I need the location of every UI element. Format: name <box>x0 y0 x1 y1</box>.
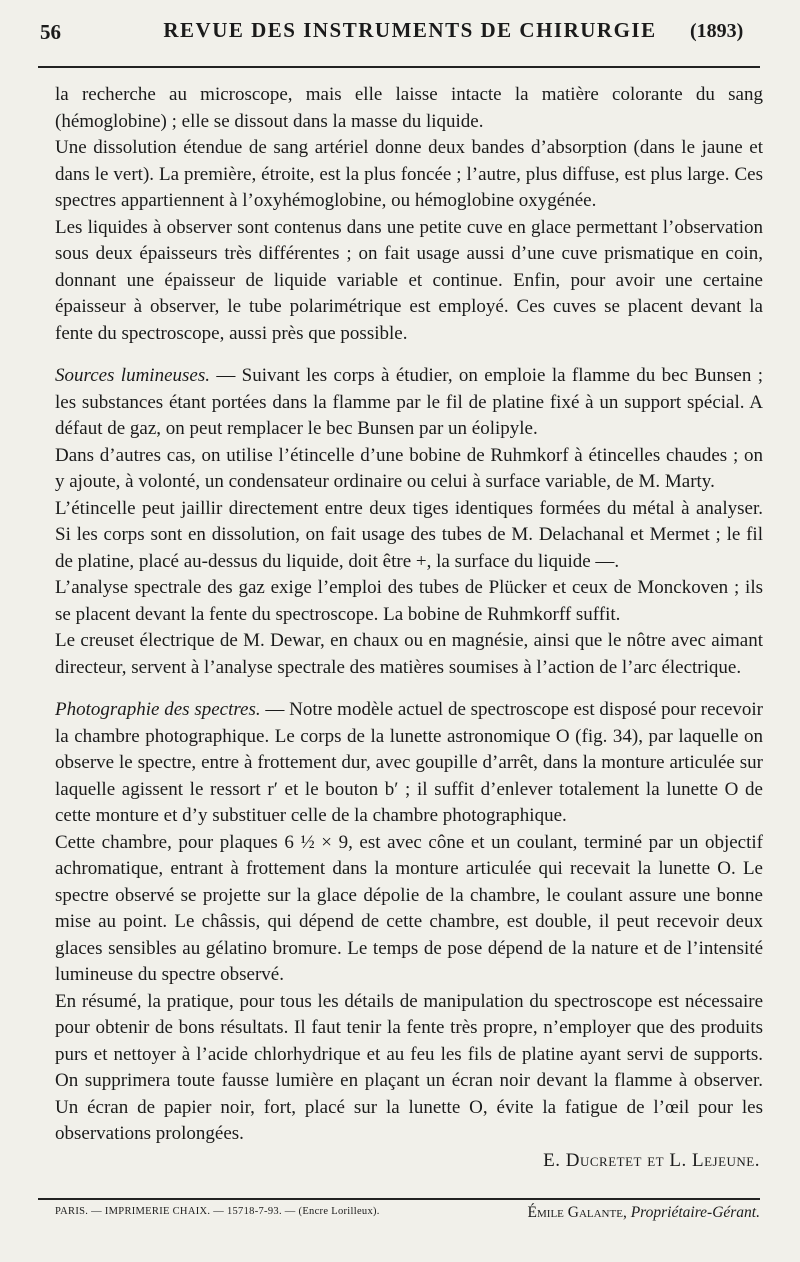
article-body <box>55 82 763 1148</box>
publication-year: (1893) <box>690 20 744 42</box>
paragraph-gap <box>55 681 763 697</box>
page-number: 56 <box>40 20 61 44</box>
section-text: — Notre modèle actuel de spectroscope est disposé pour recevoir la chambre photographique. Le corps de la lunette astronomique O (fig. 34), par laquelle on observe le spectre, entre à frottement dur, avec goupille d’arrêt, dans la monture articulée sur laquelle agissent le ressort r′ et le bouton b′ ; il suffit d’enlever totalement la lunette O de cette monture et d’y substituer celle de la chambre photographique. <box>55 699 763 826</box>
paragraph: Le creuset électrique de M. Dewar, en chaux ou en magnésie, ainsi que le nôtre avec aimant directeur, servent à l’analyse spectrale des matières soumises à l’action de l’arc électrique. <box>55 630 763 678</box>
publisher-credit <box>480 1204 760 1222</box>
section-paragraph-sources <box>55 363 763 443</box>
paragraph: L’étincelle peut jaillir directement entre deux tiges identiques formées du métal à analyser. Si les corps sont en dissolution, on fait usage des tubes de M. Delachanal et Mermet ; le fil de platine, placé au-dessus du liquide, doit être +, la surface du liquide —. <box>55 497 763 572</box>
paragraph: L’analyse spectrale des gaz exige l’emploi des tubes de Plücker et ceux de Monckoven ; ils se placent devant la fente du spectroscope. La bobine de Ruhmkorff suffit. <box>55 577 763 625</box>
author-signature: E. Ducretet et L. Lejeune. <box>543 1150 760 1171</box>
paragraph-gap <box>55 347 763 363</box>
page-header <box>0 0 800 80</box>
section-text: — Suivant les corps à étudier, on emploie la flamme du bec Bunsen ; les substances étant portées dans la flamme par le fil de platine fixé à un support spécial. A défaut de gaz, on peut remplacer le bec Bunsen par un éolipyle. <box>55 365 763 439</box>
section-heading: Photographie des spectres. <box>55 699 261 720</box>
section-heading: Sources lumineuses. <box>55 365 210 386</box>
paragraph: En résumé, la pratique, pour tous les détails de manipulation du spectroscope est nécessaire pour obtenir de bons résultats. Il faut tenir la fente très propre, n’employer que des produits purs et nettoyer à l’acide chlorhydrique et au feu les fils de platine ayant servi de supports. On supprimera toute fausse lumière en plaçant un écran noir devant la flamme à observer. Un écran de papier noir, fort, placé sur la lunette O, évite la fatigue de l’œil pour les observations prolongées. <box>55 990 763 1144</box>
paragraph: Cette chambre, pour plaques 6 ½ × 9, est avec cône et un coulant, terminé par un objectif achromatique, entrant à frottement dans la monture articulée qui recevait la lunette O. Le spectre observé se projette sur la glace dépolie de la chambre, le coulant assure une bonne mise au point. Le châssis, qui dépend de cette chambre, est double, il peut recevoir deux glaces sensibles au gélatino bromure. Le temps de pose dépend de la nature et de l’intensité lumineuse du spectre observé. <box>55 831 763 985</box>
header-rule <box>38 66 760 68</box>
paragraph: Une dissolution étendue de sang artériel donne deux bandes d’absorption (dans le jaune et dans le vert). La première, étroite, est la plus foncée ; l’autre, plus diffuse, est plus large. Ces spectres appartiennent à l’oxyhémoglobine, ou hémoglobine oxygénée. <box>55 137 763 211</box>
paragraph: Dans d’autres cas, on utilise l’étincelle d’une bobine de Ruhmkorf à étincelles chaudes ; on y ajoute, à volonté, un condensateur ordinaire ou celui à surface variable, de M. Marty. <box>55 444 763 492</box>
paragraph: la recherche au microscope, mais elle laisse intacte la matière colorante du sang (hémoglobine) ; elle se dissout dans la masse du liquide. <box>55 84 763 132</box>
running-title: REVUE DES INSTRUMENTS DE CHIRURGIE <box>163 18 657 42</box>
section-paragraph-photographie <box>55 697 763 830</box>
publisher-name: Émile Galante, <box>527 1204 631 1221</box>
paragraph: Les liquides à observer sont contenus dans une petite cuve en glace permettant l’observation sous deux épaisseurs très différentes ; on fait usage aussi d’une cuve prismatique en coin, donnant une épaisseur de liquide variable et continue. Enfin, pour avoir une certaine épaisseur à observer, le tube polarimétrique est employé. Ces cuves se placent devant la fente du spectroscope, aussi près que possible. <box>55 216 763 344</box>
publisher-role: Propriétaire-Gérant. <box>630 1204 760 1221</box>
footer-rule <box>38 1198 760 1200</box>
printer-imprint: PARIS. — IMPRIMERIE CHAIX. — 15718-7-93. — (Encre Lorilleux). <box>55 1206 380 1217</box>
